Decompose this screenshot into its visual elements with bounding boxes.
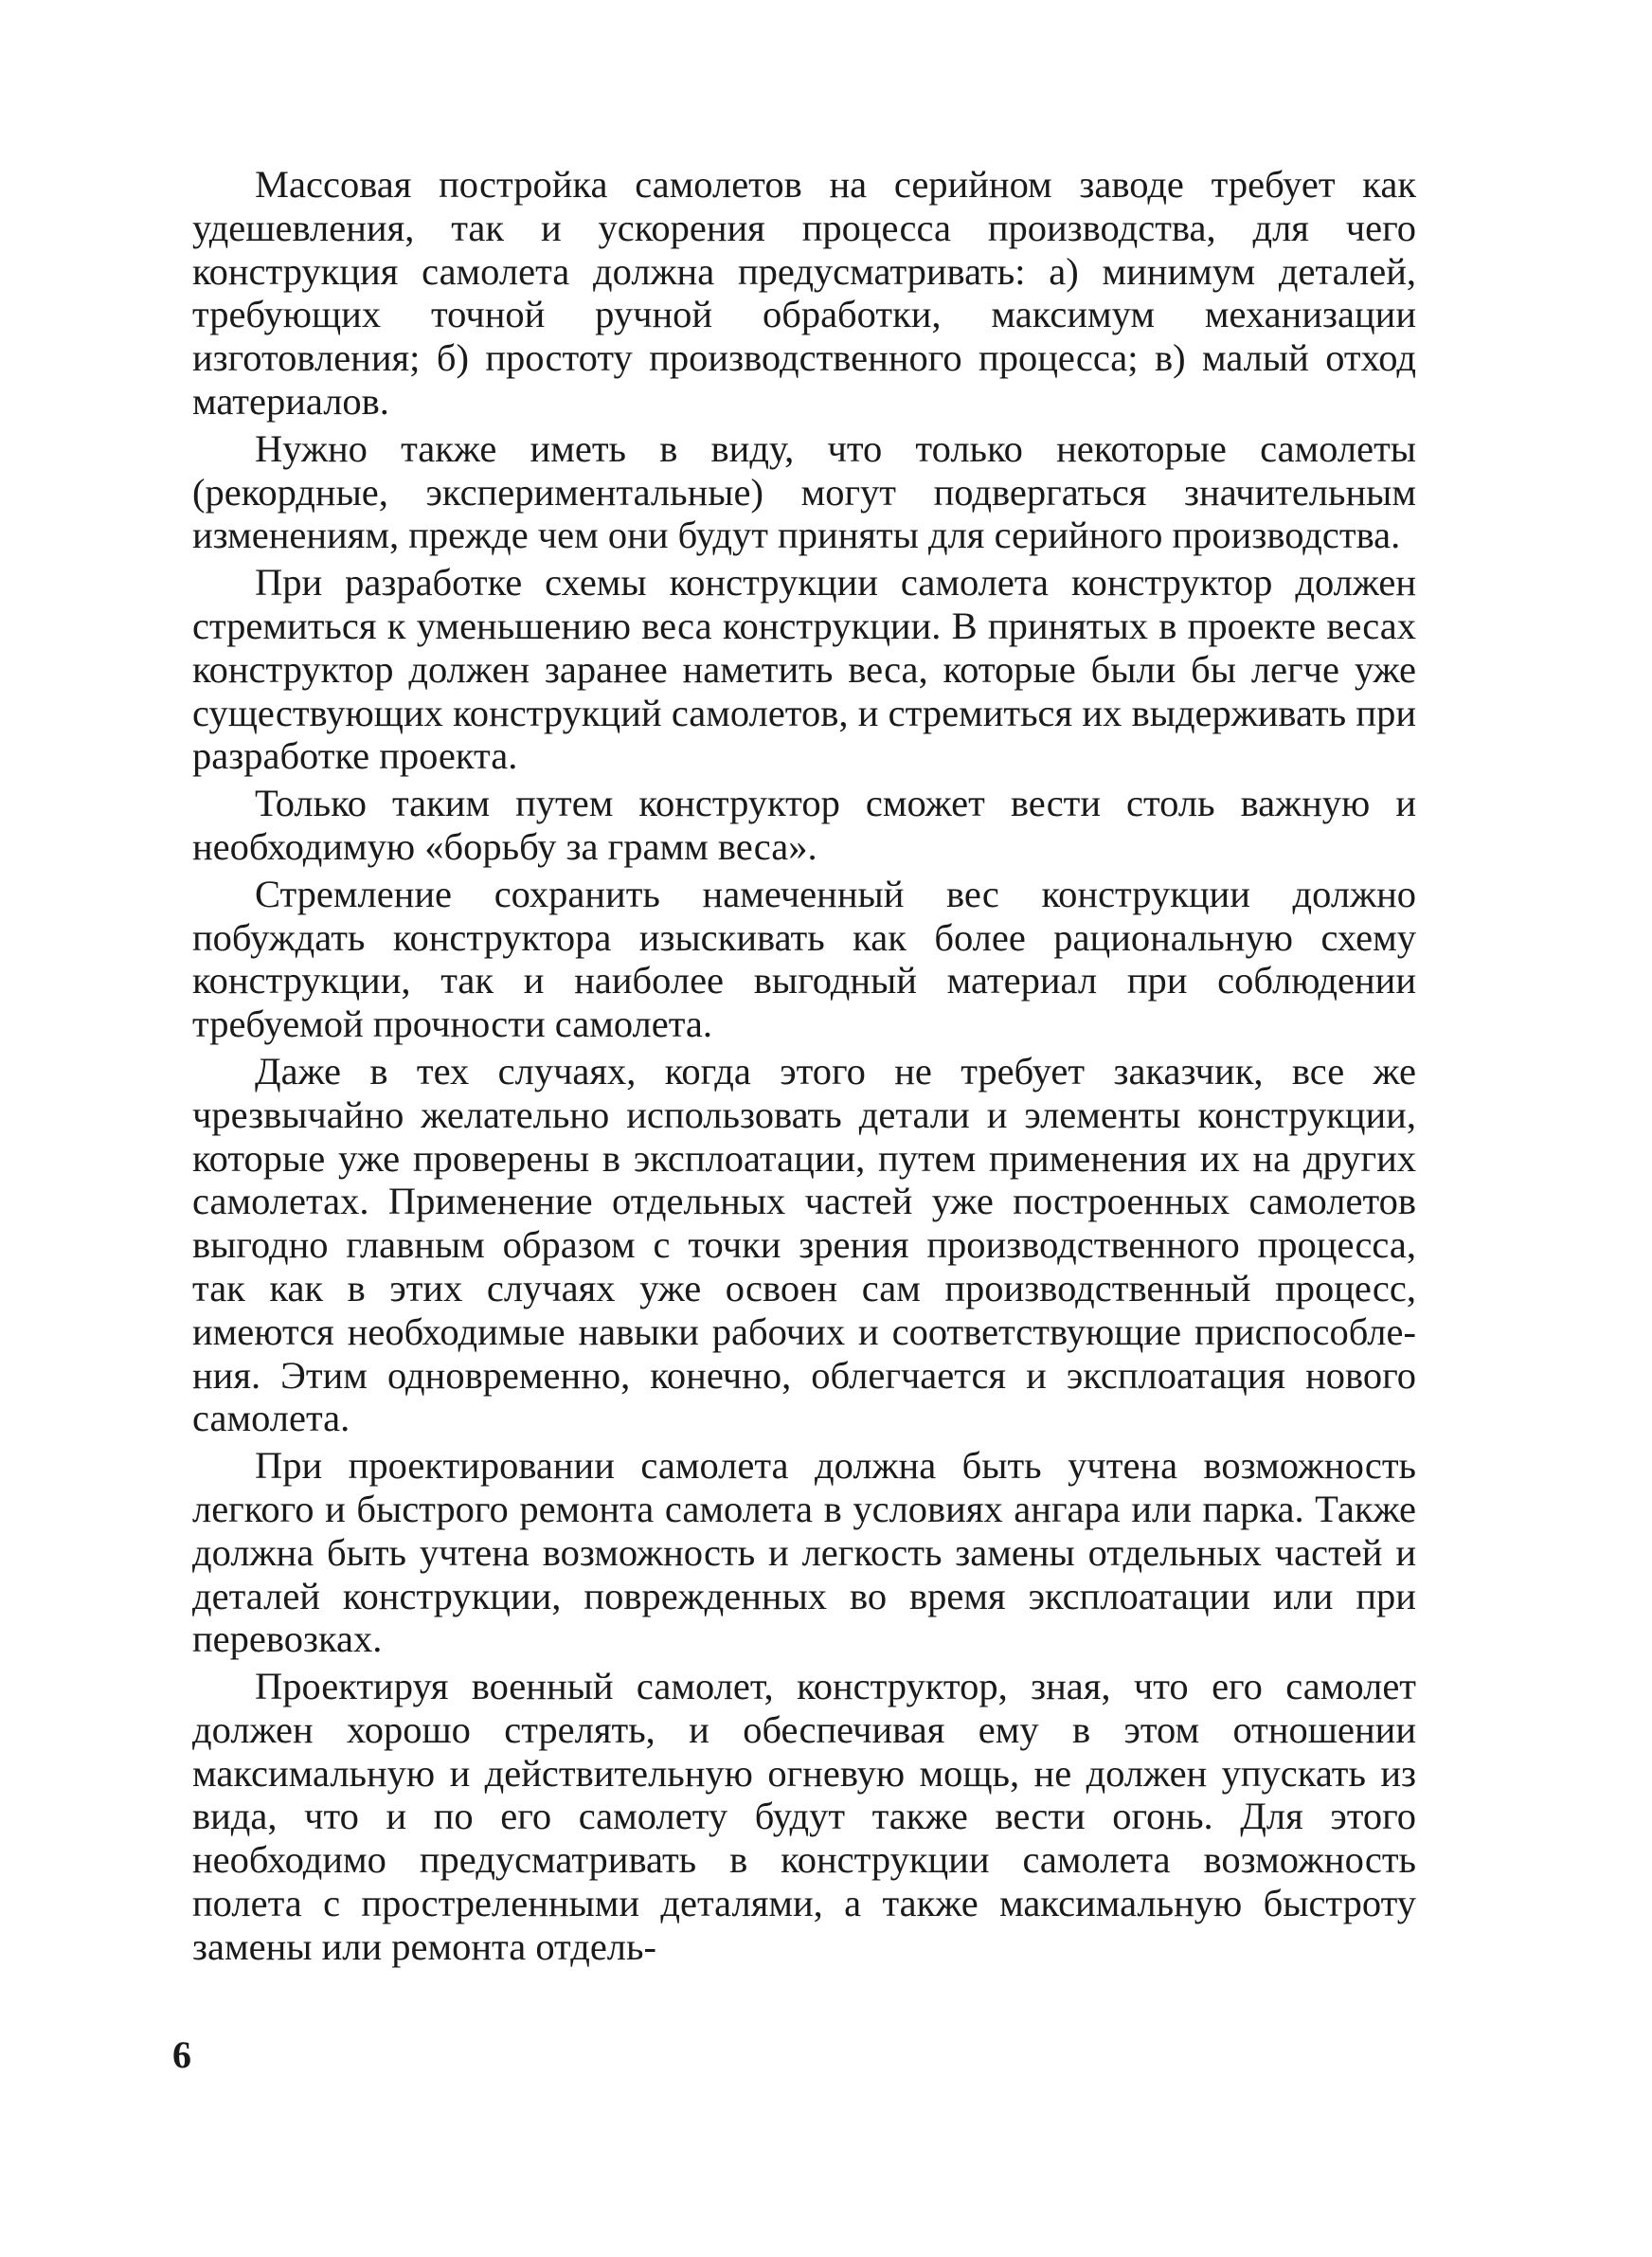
paragraph-4: Только таким путем конструктор сможет вести столь важную и необходимую «борьбу за грамм веса».: [192, 782, 1416, 868]
paragraph-6: Даже в тех случаях, когда этого не требует заказчик, все же чрезвычайно желательно использовать детали и элементы конструкции, которые уже проверены в эксплоатации, путем применения их на других самолетах. Применение отдельных частей уже построенных самолетов выгодно главным образом с точки зрения производственного процесса, так как в этих случаях уже освоен сам производственный процесс, имеются необходимые навыки рабочих и соответствующие приспособления. Этим одновременно, конечно, облегчается и эксплоатация нового самолета.: [192, 1049, 1416, 1440]
paragraph-2: Нужно также иметь в виду, что только некоторые самолеты (рекордные, экспериментальные) могут подвергаться значительным изменениям, прежде чем они будут приняты для серийного производства.: [192, 426, 1416, 557]
body-text: [192, 163, 1416, 1973]
page-number: 6: [172, 2033, 191, 2076]
paragraph-5: Стремление сохранить намеченный вес конструкции должно побуждать конструктора изыскивать как более рациональную схему конструкции, так и наиболее выгодный материал при соблюдении требуемой прочности самолета.: [192, 872, 1416, 1046]
paragraph-7: При проектировании самолета должна быть учтена возможность легкого и быстрого ремонта самолета в условиях ангара или парка. Также должна быть учтена возможность и легкость замены отдельных частей и деталей конструкции, поврежденных во время эксплоатации или при перевозках.: [192, 1444, 1416, 1661]
paragraph-1: Массовая постройка самолетов на серийном заводе требует как удешевления, так и ускорения процесса производства, для чего конструкция самолета должна предусматривать: а) минимум деталей, требующих точной ручной обработки, максимум механизации изготовления; б) простоту производственного процесса; в) малый отход материалов.: [192, 163, 1416, 423]
paragraph-8: Проектируя военный самолет, конструктор, зная, что его самолет должен хорошо стрелять, и обеспечивая ему в этом отношении максимальную и действительную огневую мощь, не должен упускать из вида, что и по его самолету будут также вести огонь. Для этого необходимо предусматривать в конструкции самолета возможность полета с простреленными деталями, а также максимальную быстроту замены или ремонта отдель-: [192, 1665, 1416, 1968]
paragraph-3: При разработке схемы конструкции самолета конструктор должен стремиться к уменьшению веса конструкции. В принятых в проекте весах конструктор должен заранее наметить веса, которые были бы легче уже существующих конструкций самолетов, и стремиться их выдерживать при разработке проекта.: [192, 561, 1416, 778]
